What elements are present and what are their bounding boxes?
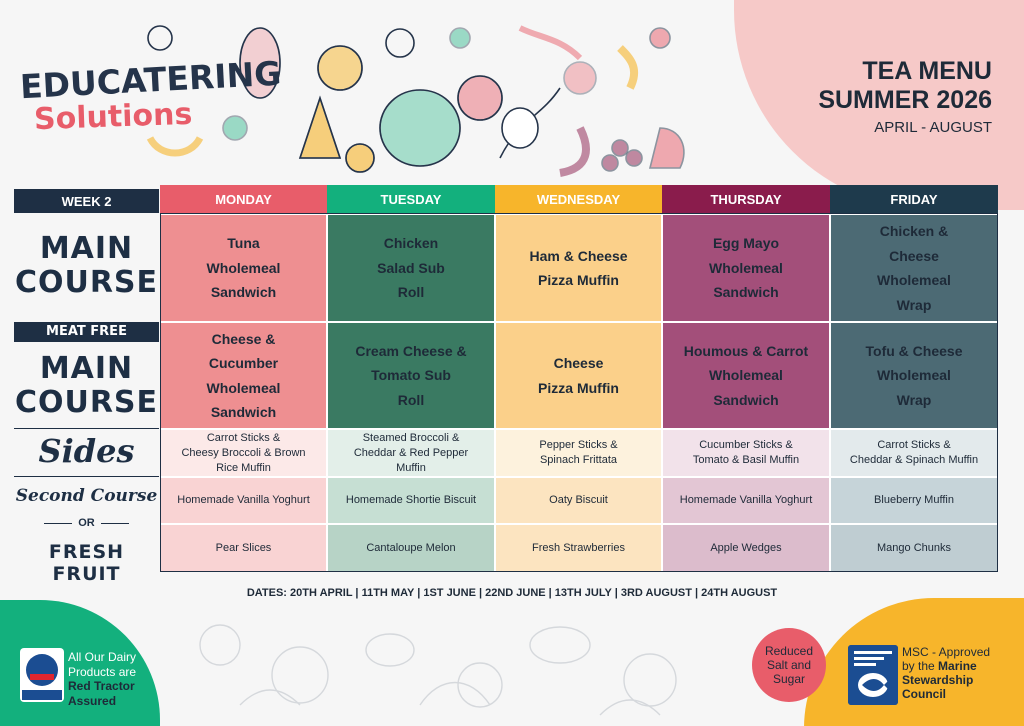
menu-item-line: Carrot Sticks & bbox=[877, 439, 951, 451]
menu-item-text: Fresh Strawberries bbox=[532, 541, 625, 554]
dairy-line2: Products are bbox=[68, 664, 137, 679]
menu-cell-sides-friday bbox=[830, 429, 998, 477]
menu-item-text: Oaty Biscuit bbox=[549, 494, 608, 506]
dairy-line3: Red Tractor bbox=[68, 679, 135, 693]
menu-item-line: Wholemeal bbox=[877, 272, 951, 288]
msc-statement bbox=[902, 645, 990, 701]
divider bbox=[14, 428, 159, 429]
mf-main-label-line2: COURSE bbox=[14, 385, 159, 420]
menu-item-line: Cheddar & Red Pepper bbox=[353, 446, 469, 459]
reduced-line1: Reduced bbox=[764, 644, 814, 658]
red-tractor-logo bbox=[18, 646, 66, 704]
msc-line2: by the bbox=[902, 659, 935, 673]
menu-item-text: Mango Chunks bbox=[877, 541, 951, 554]
menu-item-text: Cantaloupe Melon bbox=[366, 541, 456, 554]
or-rule bbox=[44, 523, 72, 524]
menu-cell-fruit-wednesday bbox=[495, 524, 662, 572]
menu-item-line: Roll bbox=[397, 391, 425, 408]
dairy-line1: All Our Dairy bbox=[68, 650, 137, 664]
menu-item-line: Muffin bbox=[396, 461, 426, 474]
menu-item-line: Tuna bbox=[227, 235, 260, 252]
menu-cell-sides-thursday bbox=[662, 429, 830, 477]
menu-cell-fruit-tuesday bbox=[327, 524, 495, 572]
row-label-or bbox=[14, 517, 159, 529]
or-text: OR bbox=[78, 517, 95, 529]
menu-cell-second-thursday bbox=[662, 477, 830, 524]
menu-item-text: Homemade Vanilla Yoghurt bbox=[177, 494, 310, 506]
menu-item-line: Houmous & Carrot bbox=[683, 342, 809, 359]
row-label-main-course bbox=[14, 232, 159, 300]
menu-item-line: Cheddar & Spinach Muffin bbox=[849, 454, 979, 466]
menu-item-line: Cheese bbox=[889, 247, 939, 264]
menu-item-line: Wholemeal bbox=[877, 367, 951, 384]
menu-item-line: Wholemeal bbox=[206, 379, 281, 396]
menu-item-line: Spinach Frittata bbox=[539, 454, 618, 466]
menu-item-line: Sandwich bbox=[210, 404, 277, 420]
menu-item-line: Pizza Muffin bbox=[538, 379, 619, 396]
msc-line2-bold: Marine bbox=[938, 659, 977, 673]
menu-cell-meat-free-tuesday bbox=[327, 322, 495, 429]
menu-cell-second-friday bbox=[830, 477, 998, 524]
menu-item-text: Homemade Shortie Biscuit bbox=[345, 494, 477, 506]
dairy-line4: Assured bbox=[68, 693, 117, 708]
menu-cell-sides-wednesday bbox=[495, 429, 662, 477]
title-line1: TEA MENU bbox=[862, 57, 992, 85]
menu-item-line: Carrot Sticks & bbox=[206, 431, 281, 444]
menu-item-line: Sandwich bbox=[713, 391, 779, 408]
menu-item-line: Sandwich bbox=[713, 284, 779, 301]
menu-cell-fruit-friday bbox=[830, 524, 998, 572]
mf-main-label-line1: MAIN bbox=[39, 351, 134, 386]
menu-item-line: Steamed Broccoli & bbox=[362, 431, 460, 444]
reduced-line3: Sugar bbox=[772, 672, 805, 686]
menu-cell-main-friday bbox=[830, 214, 998, 322]
reduced-salt-sugar-badge bbox=[752, 628, 826, 702]
msc-line3: Stewardship bbox=[902, 673, 974, 687]
day-header-friday: FRIDAY bbox=[830, 185, 998, 213]
menu-cell-second-tuesday bbox=[327, 477, 495, 524]
reduced-line2: Salt and bbox=[766, 658, 812, 672]
service-dates: DATES: 20TH APRIL | 11TH MAY | 1ST JUNE | 22ND JUNE | 13TH JULY | 3RD AUGUST | 24TH AUGUST bbox=[246, 587, 778, 599]
menu-item-line: Ham & Cheese bbox=[529, 247, 628, 264]
menu-cell-sides-monday bbox=[160, 429, 327, 477]
row-label-sides: Sides bbox=[38, 432, 135, 470]
or-rule bbox=[101, 523, 129, 524]
menu-item-text: Apple Wedges bbox=[710, 541, 782, 554]
menu-item-line: Roll bbox=[397, 284, 425, 301]
menu-item-line: Wholemeal bbox=[709, 259, 783, 276]
menu-item-text: Homemade Vanilla Yoghurt bbox=[679, 494, 813, 506]
msc-line1: MSC - Approved bbox=[902, 645, 991, 659]
menu-cell-main-monday bbox=[160, 214, 327, 322]
menu-item-line: Cheese & bbox=[211, 330, 276, 347]
menu-cell-fruit-monday bbox=[160, 524, 327, 572]
menu-cell-second-wednesday bbox=[495, 477, 662, 524]
row-label-meat-free: MEAT FREE bbox=[14, 322, 159, 342]
menu-item-line: Wholemeal bbox=[206, 259, 281, 276]
menu-item-line: Cheese bbox=[553, 355, 604, 371]
menu-item-line: Wrap bbox=[896, 296, 932, 313]
menu-item-line: Pizza Muffin bbox=[538, 272, 619, 288]
menu-item-line: Sandwich bbox=[210, 284, 277, 301]
menu-cell-second-monday bbox=[160, 477, 327, 524]
red-tractor-statement bbox=[68, 650, 136, 708]
main-label-line2: COURSE bbox=[14, 265, 159, 300]
row-label-fresh-fruit: FRESH FRUIT bbox=[48, 541, 125, 585]
menu-item-line: Cream Cheese & bbox=[355, 342, 467, 359]
week-label: WEEK 2 bbox=[14, 189, 159, 213]
menu-item-line: Chicken bbox=[383, 235, 439, 252]
menu-item-line: Cheesy Broccoli & Brown bbox=[181, 446, 306, 459]
divider bbox=[14, 476, 159, 477]
menu-cell-main-tuesday bbox=[327, 214, 495, 322]
title-subtitle: APRIL - AUGUST bbox=[874, 119, 992, 136]
brand-line2: Solutions bbox=[33, 96, 193, 138]
menu-item-line: Egg Mayo bbox=[712, 235, 780, 252]
menu-cell-main-thursday bbox=[662, 214, 830, 322]
menu-cell-meat-free-friday bbox=[830, 322, 998, 429]
row-label-meat-free-main-course bbox=[14, 352, 159, 420]
title-line2: SUMMER 2026 bbox=[818, 86, 992, 114]
main-label-line1: MAIN bbox=[39, 231, 134, 266]
day-header-thursday: THURSDAY bbox=[662, 185, 830, 213]
menu-cell-main-wednesday bbox=[495, 214, 662, 322]
msc-logo bbox=[848, 645, 898, 705]
menu-item-text: Blueberry Muffin bbox=[874, 494, 954, 506]
menu-item-line: Salad Sub bbox=[377, 259, 445, 276]
menu-cell-meat-free-monday bbox=[160, 322, 327, 429]
menu-item-line: Chicken & bbox=[879, 223, 949, 239]
menu-item-text: Pear Slices bbox=[215, 541, 272, 554]
menu-item-line: Tomato & Basil Muffin bbox=[692, 454, 800, 466]
brand-logo bbox=[19, 53, 283, 138]
menu-item-line: Tofu & Cheese bbox=[865, 342, 963, 359]
menu-item-line: Tomato Sub bbox=[371, 367, 451, 384]
brand-line1: EDUCATERING bbox=[19, 53, 283, 107]
menu-cell-meat-free-thursday bbox=[662, 322, 830, 429]
menu-cell-meat-free-wednesday bbox=[495, 322, 662, 429]
menu-title bbox=[818, 57, 992, 136]
menu-item-line: Cucumber bbox=[208, 355, 279, 371]
menu-item-line: Pepper Sticks & bbox=[539, 439, 618, 451]
menu-cell-fruit-thursday bbox=[662, 524, 830, 572]
msc-line4: Council bbox=[902, 687, 946, 701]
menu-item-line: Rice Muffin bbox=[216, 461, 271, 474]
menu-item-line: Wrap bbox=[896, 391, 932, 408]
footer-vegetable-pattern bbox=[180, 605, 740, 725]
day-header-monday: MONDAY bbox=[160, 185, 327, 213]
row-label-second-course: Second Course bbox=[15, 486, 158, 506]
day-header-tuesday: TUESDAY bbox=[327, 185, 495, 213]
menu-item-line: Cucumber Sticks & bbox=[699, 439, 793, 451]
day-header-wednesday: WEDNESDAY bbox=[495, 185, 662, 213]
menu-cell-sides-tuesday bbox=[327, 429, 495, 477]
menu-item-line: Wholemeal bbox=[709, 367, 783, 384]
